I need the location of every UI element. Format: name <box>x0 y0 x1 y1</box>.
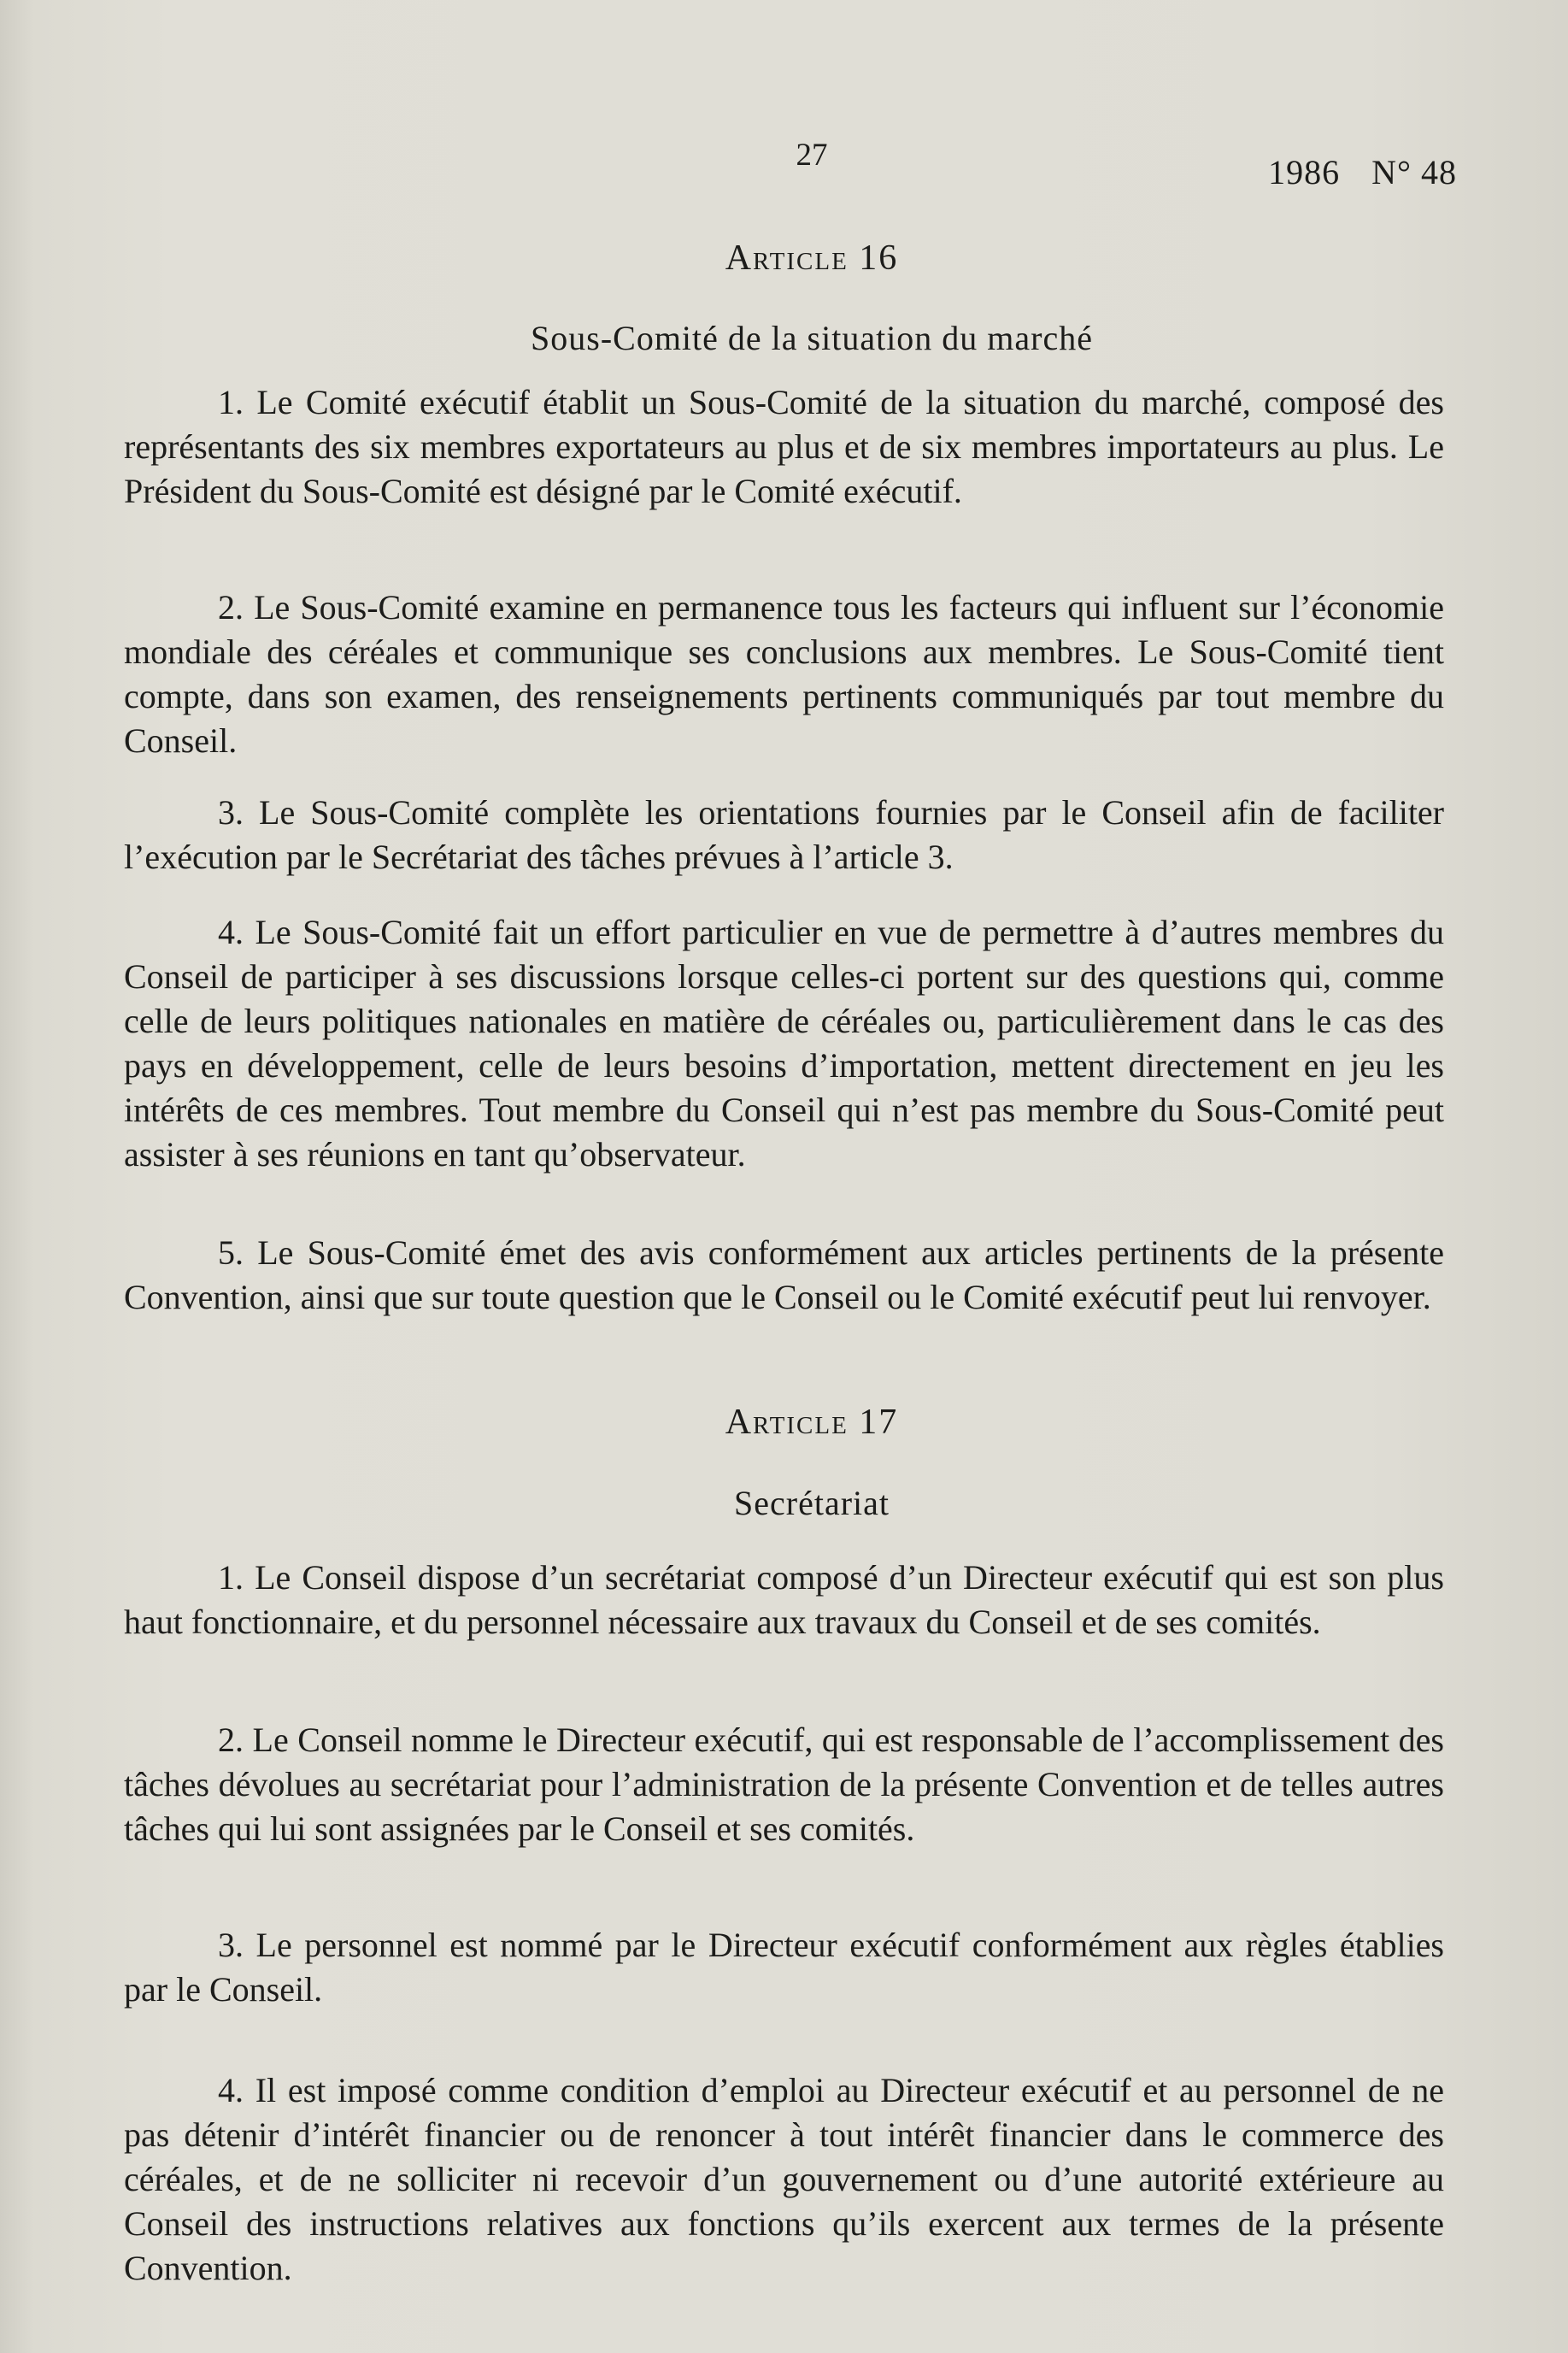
article-16-paragraph-2: 2. Le Sous-Comité examine en permanence tous les facteurs qui influent sur l’économie mondiale des céréales et communique ses conclusions aux membres. Le Sous-Comité tient compte, dans son examen, des renseignements pertinents communiqués par tout membre du Conseil. <box>124 588 1444 760</box>
article-16-subtitle: Sous-Comité de la situation du marché <box>531 319 1093 357</box>
article-17-paragraph-1: 1. Le Conseil dispose d’un secrétariat composé d’un Directeur exécutif qui est son plus haut fonctionnaire, et du personnel nécessaire aux travaux du Conseil et de ses comités. <box>124 1558 1444 1641</box>
article-16-title: Article 16 <box>725 238 899 278</box>
article-17-paragraph-4: 4. Il est imposé comme condition d’emploi au Directeur exécutif et au personnel de ne pas détenir d’intérêt financier ou de renoncer à tout intérêt financier dans le commerce des céréales, et de ne solliciter ni recevoir d’un gouvernement ou d’une autorité extérieure au Conseil des instructions relatives aux fonctions qu’ils exercent aux termes de la présente Convention. <box>124 2071 1444 2287</box>
article-16-paragraph-4: 4. Le Sous-Comité fait un effort particulier en vue de permettre à d’autres membres du Conseil de participer à ses discussions lorsque celles-ci portent sur des questions qui, comme celle de leurs politiques nationales en matière de céréales ou, particulièrement dans le cas des pays en développement, celle de leurs besoins d’importation, mettent directement en jeu les intérêts de ces membres. Tout membre du Conseil qui n’est pas membre du Sous-Comité peut assister à ses réunions en tant qu’observateur. <box>124 913 1444 1174</box>
article-17-title: Article 17 <box>725 1403 899 1442</box>
reference-number: N° 48 <box>1371 153 1457 191</box>
page-number: 27 <box>796 138 828 173</box>
article-17-subtitle: Secrétariat <box>734 1484 890 1522</box>
article-16-paragraph-5: 5. Le Sous-Comité émet des avis conformément aux articles pertinents de la présente Convention, ainsi que sur toute question que le Conseil ou le Comité exécutif peut lui renvoyer. <box>124 1233 1444 1316</box>
document-reference <box>1246 152 1457 192</box>
article-16-paragraph-3: 3. Le Sous-Comité complète les orientations fournies par le Conseil afin de faciliter l’exécution par le Secrétariat des tâches prévues à l’article 3. <box>124 793 1444 876</box>
article-17-paragraph-2: 2. Le Conseil nomme le Directeur exécutif, qui est responsable de l’accomplissement des tâches dévolues au secrétariat pour l’administration de la présente Convention et de telles autres tâches qui lui sont assignées par le Conseil et ses comités. <box>124 1721 1444 1848</box>
article-16-paragraph-1: 1. Le Comité exécutif établit un Sous-Comité de la situation du marché, composé des représentants des six membres exportateurs au plus et de six membres importateurs au plus. Le Président du Sous-Comité est désigné par le Comité exécutif. <box>124 383 1444 510</box>
article-17-paragraph-3: 3. Le personnel est nommé par le Directeur exécutif conformément aux règles établies par le Conseil. <box>124 1926 1444 2009</box>
reference-year: 1986 <box>1268 153 1341 191</box>
